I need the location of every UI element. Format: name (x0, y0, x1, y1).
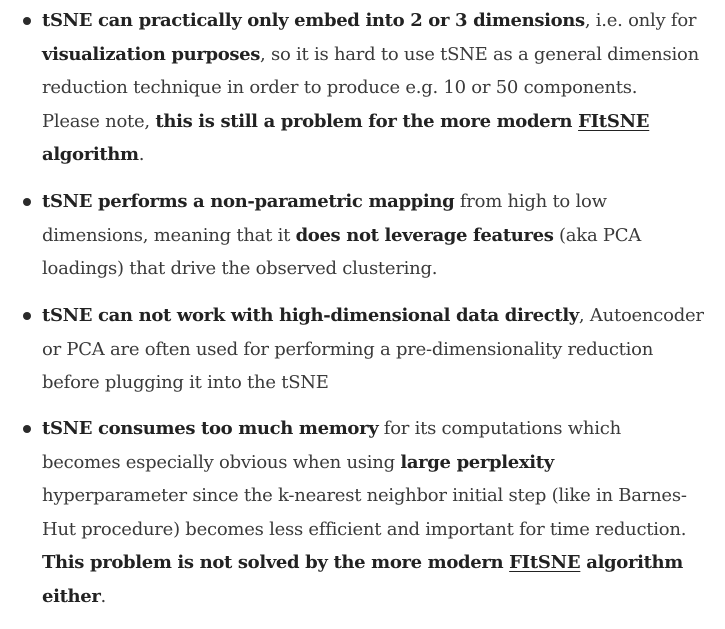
bold-text: algorithm (580, 552, 683, 573)
bullet-line (42, 513, 686, 547)
bold-text: tSNE can practically only embed into 2 or 3 dimensions (42, 10, 585, 31)
bold-text: does not leverage features (295, 224, 554, 246)
body-text: or PCA are often used for performing a pre-dimensionality reduction (42, 338, 654, 360)
bold-text: tSNE consumes too much memory (42, 418, 379, 439)
bullet-line (42, 412, 621, 446)
body-text: dimensions, meaning that it (42, 224, 296, 246)
body-text: hyperparameter since the k-nearest neighbor initial step (like in Barnes- (42, 485, 687, 506)
bullet-item (0, 4, 725, 172)
body-text: loadings) that drive the observed clustering. (42, 258, 438, 279)
bold-text: either (42, 585, 101, 607)
body-text: Please note, (42, 110, 156, 132)
bullet-line (42, 479, 687, 513)
bullet-line (42, 546, 683, 580)
body-text: Hut procedure) becomes less efficient and important for time reduction. (42, 518, 687, 540)
bullet-line (42, 333, 653, 367)
body-text: reduction technique in order to produce e.g. 10 or 50 components. (42, 77, 638, 98)
bullet-line (42, 366, 329, 400)
body-text: , so it is hard to use tSNE as a general dimension (260, 43, 699, 65)
bold-text: large perplexity (400, 451, 554, 473)
body-text: , Autoencoder (578, 305, 704, 326)
bullet-line (42, 38, 699, 72)
bold-text: This problem is not solved by the more modern (42, 552, 510, 573)
bullet-line (42, 4, 696, 38)
bullet-item (0, 185, 725, 286)
bold-text: this is still a problem for the more modern (155, 110, 579, 132)
fitsne-link[interactable]: FItSNE (578, 110, 650, 132)
body-text: from high to low (454, 191, 607, 212)
bullet-item (0, 412, 725, 613)
bold-text: tSNE performs a non-parametric mapping (42, 191, 455, 212)
bold-text: algorithm (42, 144, 139, 165)
bullet-line (42, 185, 607, 219)
body-text: . (100, 585, 107, 607)
bullet-item (0, 299, 725, 400)
bold-text: visualization purposes (42, 43, 261, 65)
bullet-dot-icon (23, 198, 31, 206)
bullet-line (42, 138, 144, 172)
bullet-line (42, 219, 641, 253)
bullet-line (42, 580, 106, 614)
bullet-line (42, 105, 649, 139)
bullet-line (42, 252, 437, 286)
bullet-line (42, 299, 704, 333)
body-text: before plugging it into the tSNE (42, 372, 329, 393)
body-text: . (138, 144, 145, 165)
fitsne-link[interactable]: FItSNE (509, 552, 581, 573)
bullet-line (42, 446, 554, 480)
bullet-line (42, 71, 637, 105)
body-text: , i.e. only for (584, 10, 697, 31)
bullet-dot-icon (23, 425, 31, 433)
bullet-dot-icon (23, 312, 31, 320)
bold-text: tSNE can not work with high-dimensional data directly (42, 305, 579, 326)
body-text: (aka PCA (553, 224, 642, 246)
body-text: becomes especially obvious when using (42, 451, 401, 473)
body-text: for its computations which (378, 418, 621, 439)
bullet-dot-icon (23, 17, 31, 25)
